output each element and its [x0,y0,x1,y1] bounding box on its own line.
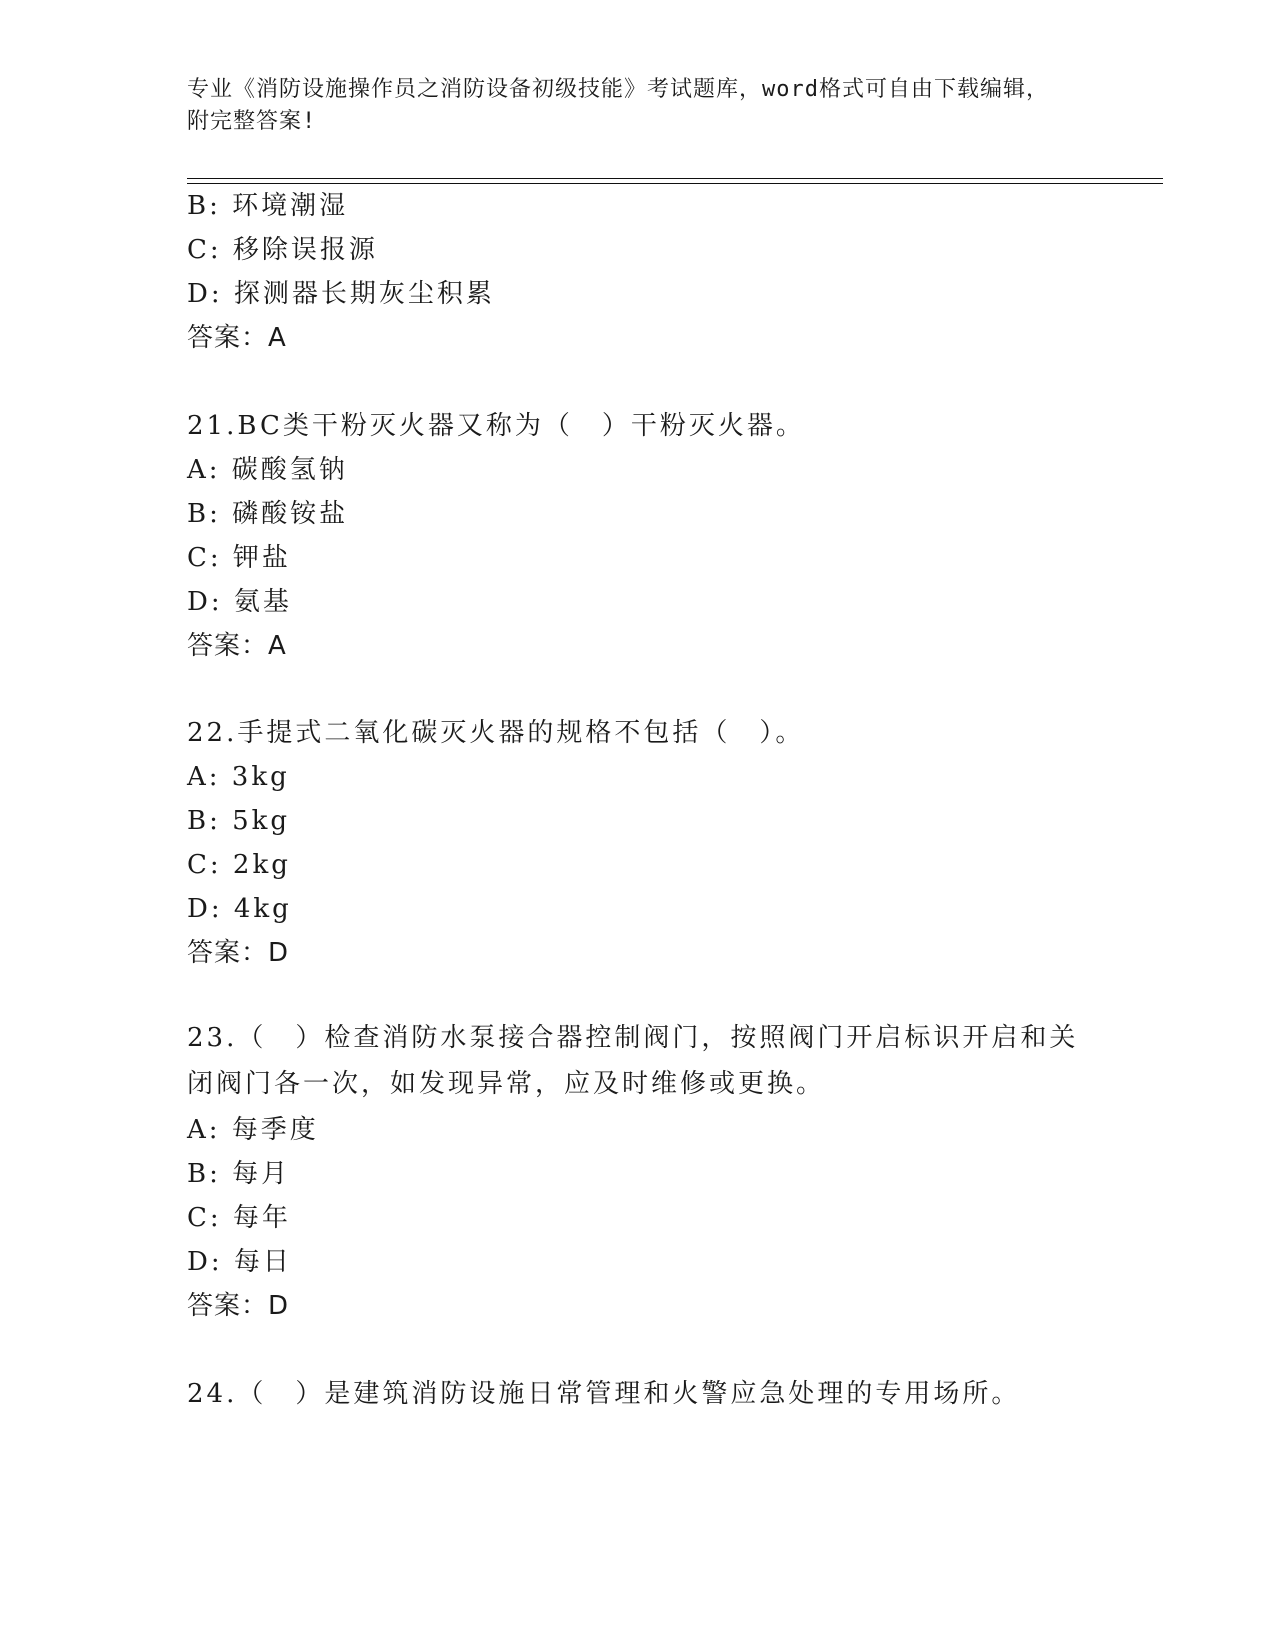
header-divider-bottom [187,183,1163,184]
header-divider-top [187,178,1163,179]
option-a: A: 每季度 [187,1115,319,1145]
option-b: B: 每月 [187,1159,291,1189]
answer-line: 答案：D [187,938,290,968]
document-header: 专业《消防设施操作员之消防设备初级技能》考试题库，word格式可自由下载编辑，附完整答案! [187,77,1049,134]
option-b: B: 磷酸铵盐 [187,499,349,529]
option-c: C: 钾盐 [187,543,291,573]
answer-line: 答案：D [187,1291,290,1321]
option-d: D: 4kg [187,894,292,924]
option-a: A: 3kg [187,762,290,792]
option-b: B: 环境潮湿 [187,191,349,221]
question-stem: 24.（ ）是建筑消防设施日常管理和火警应急处理的专用场所。 [187,1379,1021,1409]
question-stem: 21.BC类干粉灭火器又称为（ ）干粉灭火器。 [187,411,805,441]
option-a: A: 碳酸氢钠 [187,455,348,485]
option-d: D: 氨基 [187,587,292,617]
option-d: D: 探测器长期灰尘积累 [187,279,495,309]
question-stem: 22.手提式二氧化碳灭火器的规格不包括（ ）。 [187,718,805,748]
option-c: C: 移除误报源 [187,235,378,265]
answer-line: 答案：A [187,631,287,661]
question-stem: 23.（ ）检查消防水泵接合器控制阀门，按照阀门开启标识开启和关闭阀门各一次，如发现异常，应及时维修或更换。 [187,1023,1079,1099]
option-d: D: 每日 [187,1247,292,1277]
option-b: B: 5kg [187,806,291,836]
answer-line: 答案：A [187,323,287,353]
option-c: C: 每年 [187,1203,291,1233]
option-c: C: 2kg [187,850,291,880]
